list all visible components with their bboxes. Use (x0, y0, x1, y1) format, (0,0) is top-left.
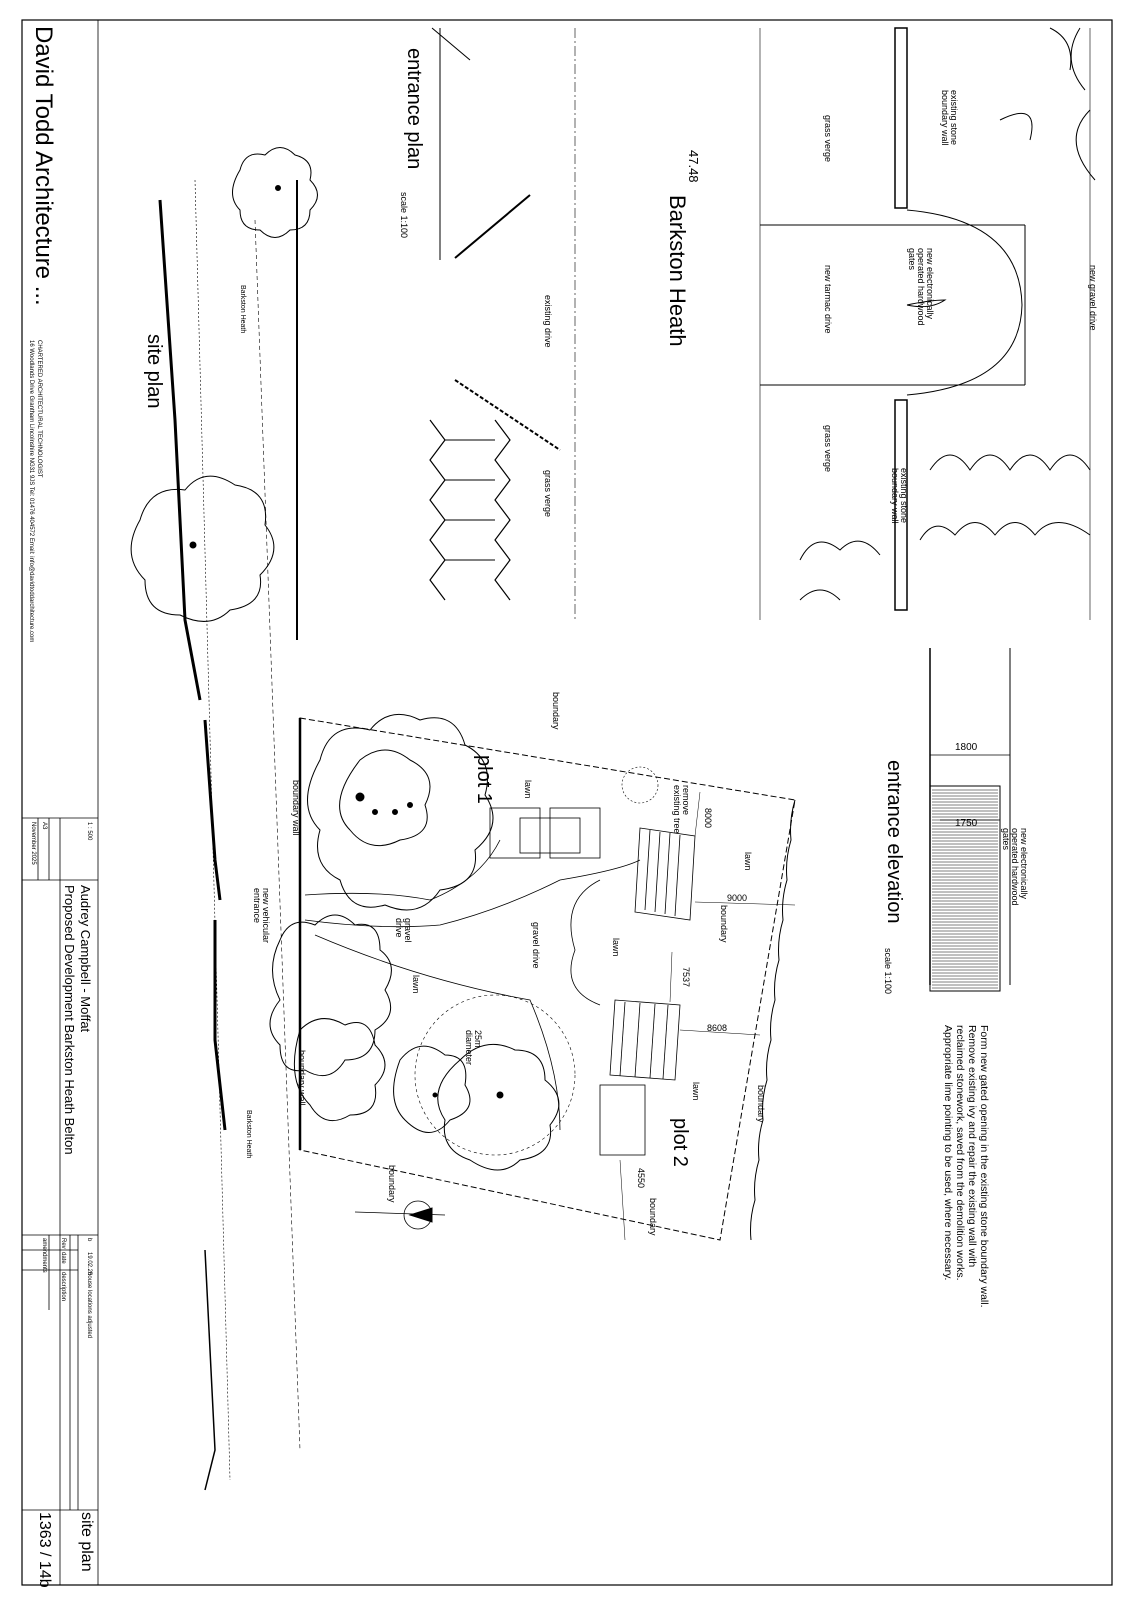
firm-address: 16 Woodlands Drive Grantham Lincolnshire NG31 9JS Tel: 01476 404572 Email: info@davidtoddarchitecture.com (28, 340, 34, 643)
note-line-3: reclaimed stonework, saved from the demolition works. (954, 1025, 966, 1281)
boundary-label-bottom: boundary (648, 1198, 658, 1236)
lawn-label-1: lawn (523, 780, 533, 799)
gravel-drive-label-1: gravel drive (531, 922, 541, 969)
lawn-label-5: lawn (691, 1082, 701, 1101)
note-line-4: Appropriate lime pointing to be used, where necessary. (942, 1025, 954, 1281)
label-grass-verge-mid: grass verge (823, 425, 833, 473)
rev-header: Rev (60, 1238, 66, 1249)
lawn-label-2: lawn (743, 852, 753, 871)
boundary-wall-label-1: boundary wall (291, 780, 301, 836)
dim-1800: 1800 (955, 742, 978, 753)
entrance-plan-scale: scale 1:100 (399, 192, 409, 239)
entrance-notes (942, 1025, 990, 1308)
description-header: description (60, 1272, 66, 1302)
amendments-label: amendments (41, 1238, 47, 1273)
date-header: date (60, 1252, 66, 1264)
label-grass-verge-top: grass verge (823, 115, 833, 163)
firm-name: David Todd Architecture ... (30, 26, 57, 306)
road-label-bottom: Barkston Heath (245, 1110, 252, 1159)
boundary-label-right: boundary (756, 1085, 766, 1123)
dim-9000: 9000 (727, 893, 748, 903)
client-name: Audrey Campbell - Moffat (78, 885, 93, 1033)
site-plan-title: site plan (143, 334, 165, 409)
dim-1750: 1750 (955, 818, 978, 829)
entrance-elevation-scale: scale 1:100 (883, 948, 893, 995)
drawing-number: 1363 / 14b (36, 1512, 53, 1588)
dim-8000: 8000 (703, 808, 713, 829)
dim-8608: 8608 (707, 1023, 728, 1033)
entrance-road-name: Barkston Heath (665, 195, 690, 347)
remove-tree-label: remove existing tree (672, 785, 691, 834)
entrance-elevation-title: entrance elevation (883, 760, 905, 924)
revision-date: 19.02.26 (86, 1252, 92, 1276)
paper-size: A3 (41, 822, 47, 830)
entrance-plan-title: entrance plan (403, 48, 425, 170)
project-name: Proposed Development Barkston Heath Belton (62, 885, 77, 1155)
diameter-label: 25m diameter (464, 1030, 483, 1066)
plot-1-label: plot 1 (473, 755, 495, 804)
boundary-wall-label-2: boundary wall (297, 1050, 307, 1106)
sheet-border (22, 20, 1112, 1585)
road-label-top: Barkston Heath (239, 285, 246, 334)
label-existing-wall-bottom: existing stone boundary wall (890, 468, 909, 524)
boundary-label-top: boundary (551, 692, 561, 730)
note-line-1: Form new gated opening in the existing stone boundary wall. (978, 1025, 990, 1308)
spot-level: 47.48 (686, 150, 701, 183)
drawing-title: site plan (78, 1512, 95, 1572)
lawn-label-3: lawn (611, 938, 621, 957)
drawing-date: November 2025 (30, 822, 36, 865)
entrance-plan-drawing (430, 28, 1098, 620)
plot-2-label: plot 2 (669, 1118, 691, 1167)
label-grass-verge-low: grass verge (543, 470, 553, 518)
label-gravel-drive: new gravel drive (1088, 265, 1098, 331)
label-existing-wall-top: existing stone boundary wall (940, 90, 959, 146)
site-plan-drawing (131, 148, 795, 1491)
label-tarmac-drive: new tarmac drive (823, 265, 833, 334)
revision-description: house locations adjusted (86, 1272, 92, 1339)
note-line-2: Remove existing ivy and repair the existing wall with (966, 1025, 978, 1268)
new-vehicular-entrance-label: new vehicular entrance (252, 888, 271, 944)
lawn-label-4: lawn (411, 975, 421, 994)
gravel-drive-label-2: gravel drive (394, 918, 413, 943)
firm-tagline: CHARTERED ARCHITECTURAL TECHNOLOGIST (36, 340, 42, 478)
dim-4550: 4550 (636, 1168, 646, 1189)
dim-7537: 7537 (681, 967, 691, 988)
boundary-label-plot2: boundary (719, 905, 729, 943)
boundary-label-south: boundary (387, 1165, 397, 1203)
label-existing-drive: existing drive (543, 295, 553, 348)
label-gates: new electronically operated hardwood gates (907, 248, 935, 326)
revision-letter: b (86, 1238, 92, 1242)
elevation-gates-label: new electronically operated hardwood gates (1001, 828, 1029, 906)
drawing-scale: 1 : 500 (86, 822, 92, 841)
